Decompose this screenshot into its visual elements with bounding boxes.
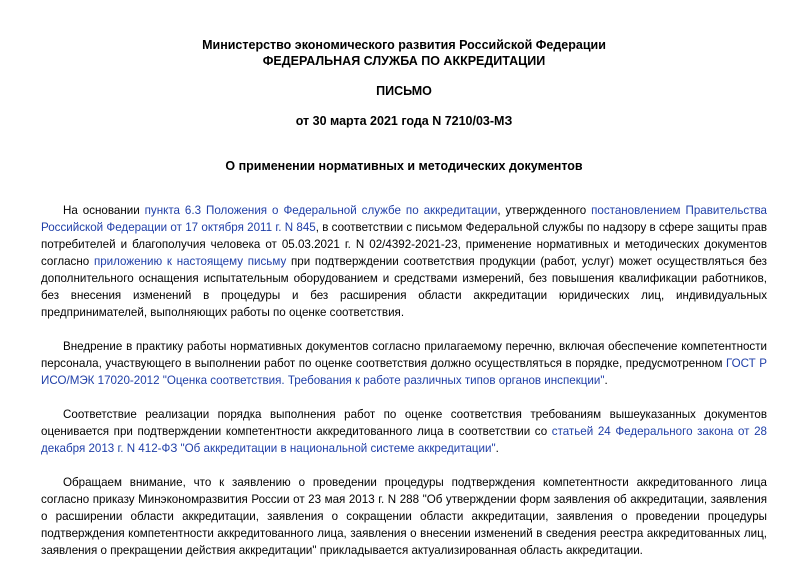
link-regulation-clause-6-3[interactable]: пункта 6.3 Положения о Федеральной службе по аккредитации bbox=[144, 204, 498, 217]
document-date-number: от 30 марта 2021 года N 7210/03-МЗ bbox=[295, 114, 513, 128]
link-letter-appendix[interactable]: приложению к настоящему письму bbox=[93, 255, 287, 268]
link-government-decree-845[interactable]: постановлением Правительства Российской Федерации от 17 октября 2011 г. N 845 bbox=[41, 204, 767, 234]
paragraph-2 bbox=[41, 338, 767, 389]
paragraph-4 bbox=[41, 474, 767, 559]
paragraph-1 bbox=[41, 202, 767, 321]
document-type: ПИСЬМО bbox=[376, 84, 432, 98]
link-gost-iso-17020[interactable]: ГОСТ Р ИСО/МЭК 17020-2012 "Оценка соответствия. Требования к работе различных типов органов инспекции" bbox=[41, 357, 767, 387]
paragraph-text: , утвержденного bbox=[497, 204, 592, 217]
ministry-name: Министерство экономического развития Российской Федерации bbox=[202, 38, 606, 52]
document-subject: О применении нормативных и методических документов bbox=[225, 159, 583, 173]
link-federal-law-412-fz[interactable]: статьей 24 Федерального закона от 28 декабря 2013 г. N 412-ФЗ "Об аккредитации в национальной системе аккредитации" bbox=[41, 425, 767, 455]
paragraph-text: . bbox=[604, 374, 608, 387]
paragraph-3 bbox=[41, 406, 767, 457]
paragraph-text: Обращаем внимание, что к заявлению о проведении процедуры подтверждения компетентности аккредитованного лица согласно приказу Минэкономразвития России от 23 мая 2013 г. N 288 "Об утверждении форм заявления об аккредитации, заявления о расширении области аккредитации, заявления о сокращении области аккредитации, заявления о проведении процедуры подтверждения компетентности аккредитованного лица, заявления о внесении изменений в сведения реестра аккредитованных лиц, заявления о прекращении действия аккредитации" прикладывается актуализированная область аккредитации. bbox=[41, 476, 767, 557]
paragraph-text: при подтверждении соответствия продукции (работ, услуг) может осуществляться без дополнительного оснащения испытательным оборудованием и средствами измерений, без повышения квалификации работников, без внесения изменений в процедуры и без расширения области аккредитации юридических лиц, индивидуальных предпринимателей, выполняющих работы по оценке соответствия. bbox=[41, 255, 767, 319]
paragraph-text: Внедрение в практику работы нормативных документов согласно прилагаемому перечню, включая обеспечение компетентности персонала, участвующего в выполнении работ по оценке соответствия должно осуществляться в порядке, предусмотренном bbox=[41, 340, 767, 370]
service-name: ФЕДЕРАЛЬНАЯ СЛУЖБА ПО АККРЕДИТАЦИИ bbox=[262, 54, 546, 68]
paragraph-text: Соответствие реализации порядка выполнения работ по оценке соответствия требованиям вышеуказанных документов оценивается при подтверждении компетентности аккредитованного лица в соответствии со bbox=[41, 408, 767, 438]
paragraph-text: . bbox=[495, 442, 499, 455]
paragraph-text: На основании bbox=[63, 204, 145, 217]
paragraph-text: , в соответствии с письмом Федеральной службы по надзору в сфере защиты прав потребителей и благополучия человека от 05.03.2021 г. N 02/4392-2021-23, применение нормативных и методических документов согласно bbox=[41, 221, 767, 268]
